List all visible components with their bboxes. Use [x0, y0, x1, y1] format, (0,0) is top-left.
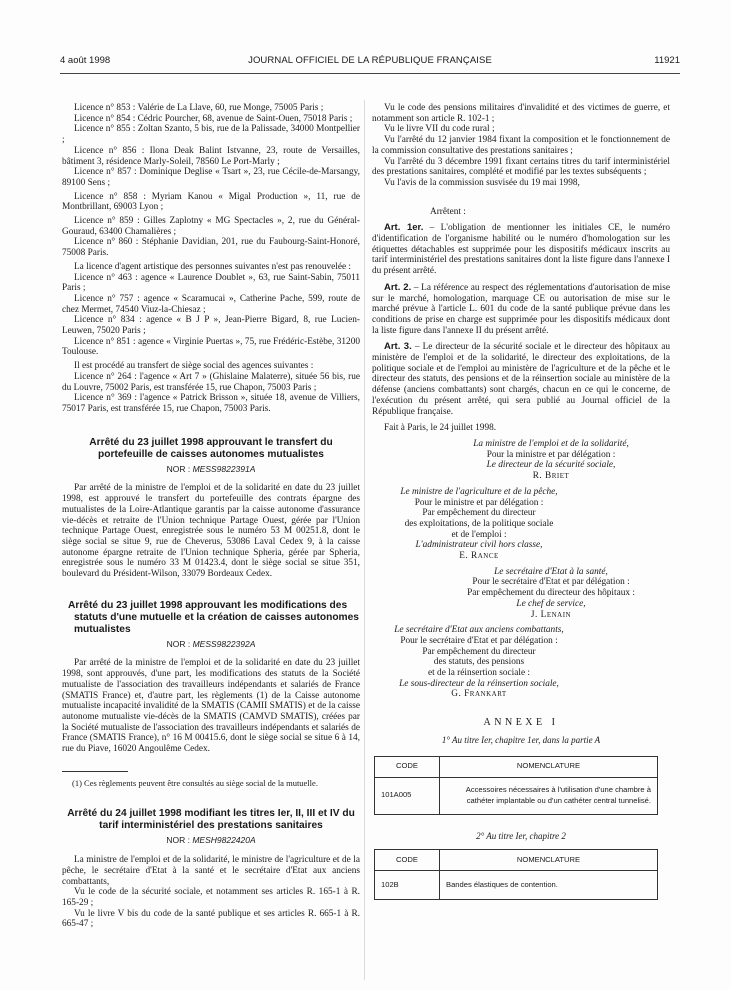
header-rule — [60, 73, 680, 74]
signatory-line: Pour la ministre et par délégation : — [486, 449, 616, 460]
decree-tarif-modification — [62, 808, 360, 930]
signature-block-sante — [432, 567, 670, 621]
signature-block-agriculture — [368, 487, 590, 562]
licence-item: Licence n° 859 : Gilles Zaplotny « MG Spectacles », 2, rue du Général-Gouraud, 63400 Chamalières ; — [62, 216, 360, 237]
article-label: Art. 3. — [384, 341, 412, 353]
signatory-line: Par empêchement du directeur — [422, 646, 536, 657]
visa-item: Vu le livre VII du code rural ; — [384, 124, 495, 135]
annexe-1 — [372, 718, 670, 900]
transfer-item: Licence n° 369 : l'agence « Patrick Brisson », située 18, avenue de Villiers, 75017 Paris, est transférée 15, rue Chapon, 75003 Paris. — [62, 393, 360, 414]
page-header — [60, 55, 680, 69]
cell-nomenclature: Accessoires nécessaires à l'utilisation d'une chambre à cathéter implantable ou d'un cathéter central tunnelisé. — [440, 777, 658, 814]
visas-list — [372, 103, 670, 189]
signatory-title: La ministre de l'emploi et de la solidarité, — [473, 438, 629, 449]
signatory-line: et de l'emploi : — [451, 529, 507, 540]
signatory-line: Par empêchement du directeur des hôpitaux : — [467, 588, 635, 599]
nomenclature-table-1 — [374, 756, 658, 815]
nor-reference — [62, 639, 360, 650]
nor-reference — [62, 464, 360, 475]
signatory-role: Le chef de service, — [516, 598, 586, 609]
left-column — [62, 103, 360, 930]
licence-item: Licence n° 854 : Cédric Pourcher, 68, avenue de Saint-Ouen, 75018 Paris ; — [74, 113, 353, 124]
licence-item: Licence n° 463 : agence « Laurence Doublet », 63, rue Saint-Sabin, 75011 Paris ; — [62, 272, 360, 294]
signatory-name: E. Rance — [459, 551, 499, 562]
transfer-item: Licence n° 264 : l'agence « Art 7 » (Ghislaine Malaterre), située 56 bis, rue du Louvre, 75002 Paris, est transférée 15, rue Chapon, 75003 Paris ; — [62, 371, 360, 393]
signatory-role: L'administrateur civil hors classe, — [415, 540, 543, 551]
visa-item: Vu le code de la sécurité sociale, et notamment ses articles R. 165-1 à R. 165-29 ; — [62, 887, 360, 908]
table-header-row — [375, 850, 658, 871]
table-header-row — [375, 756, 658, 777]
article-3 — [372, 342, 670, 417]
licence-item: Licence n° 853 : Valérie de La Llave, 60, rue Monge, 75005 Paris ; — [74, 103, 324, 113]
footnote-rule — [62, 771, 128, 772]
cell-code: 102B — [375, 871, 440, 900]
signatory-name: G. Frankart — [451, 689, 507, 700]
nomenclature-table-2 — [374, 849, 658, 900]
signatory-line: Par empêchement du directeur — [422, 508, 536, 519]
column-header-code: CODE — [375, 850, 440, 871]
issue-date: 4 août 1998 — [60, 55, 111, 66]
signature-block-anciens-combattants — [368, 625, 590, 700]
decree-title: Arrêté du 23 juillet 1998 approuvant les modifications des statuts d'une mutuelle et la création de caisses autonomes mutualistes — [68, 599, 359, 635]
nor-label: NOR : — [166, 835, 190, 846]
nor-reference — [62, 835, 360, 846]
signatory-line: des exploitations, de la politique sociale — [404, 518, 554, 529]
visa-item: Vu l'avis de la commission susvisée du 19 mai 1998, — [384, 177, 580, 188]
visa-item: Vu l'arrêté du 12 janvier 1984 fixant la composition et le fonctionnement de la commission consultative des prestations sanitaires ; — [372, 135, 670, 156]
signatory-name: J. Lenain — [530, 609, 572, 620]
nor-code: MESH9822420A — [192, 835, 256, 846]
column-header-nomenclature: NOMENCLATURE — [440, 850, 658, 871]
decree-transfer-portfolio — [62, 437, 360, 580]
annexe-section-2: 2° Au titre Ier, chapitre 2 — [476, 830, 566, 841]
decree-statutes-modification — [62, 600, 360, 789]
licence-item: Licence n° 757 : agence « Scaramucai », Catherine Pache, 599, route de chez Mermet, 74540 Viuz-la-Chiesaz ; — [62, 293, 360, 315]
nor-code: MESS9822392A — [192, 638, 256, 649]
table-row — [375, 871, 658, 900]
visa-item: Vu l'arrêté du 3 décembre 1991 fixant certains titres du tarif interministériel des prestations sanitaires, complété et modifié par les textes subséquents ; — [372, 156, 670, 178]
column-divider — [364, 100, 365, 980]
article-label: Art. 1er. — [384, 222, 424, 234]
nor-label: NOR : — [166, 638, 191, 649]
article-2 — [372, 283, 670, 337]
signatory-line: et de la réinsertion sociale : — [428, 668, 530, 679]
column-header-nomenclature: NOMENCLATURE — [440, 756, 658, 777]
signatory-role: Le directeur de la sécurité sociale, — [486, 460, 616, 471]
licences-not-renewed-list — [62, 273, 360, 359]
article-label: Art. 2. — [384, 281, 412, 293]
article-text: – La référence au respect des réglementations d'autorisation de mise sur le marché, homologation, marquage CE ou autorisation de mise sur le marché prévue à l'article L. 601 du code de la santé publique prévue dans les conditions de prise en charge est supprimée pour les dispositifs médicaux dont la liste figure dans l'annexe II du présent arrêté. — [372, 282, 670, 336]
article-1 — [372, 223, 670, 277]
signatory-title: Le ministre de l'agriculture et de la pêche, — [400, 486, 558, 497]
visa-item: Vu le code des pensions militaires d'invalidité et des victimes de guerre, et notamment son article R. 102-1 ; — [372, 103, 670, 124]
licence-item: Licence n° 860 : Stéphanie Davidian, 201, rue du Faubourg-Saint-Honoré, 75008 Paris. — [62, 237, 360, 259]
signatory-title: Le secrétaire d'Etat aux anciens combattants, — [394, 625, 564, 636]
licences-renewed-list — [62, 103, 360, 259]
footnote: (1) Ces règlements peuvent être consultés au siège social de la mutuelle. — [72, 777, 318, 788]
decree-body: Par arrêté de la ministre de l'emploi et de la solidarité en date du 23 juillet 1998, sont approuvés, d'une part, les modifications des statuts de la Société mutualiste de l'association des travailleurs indépendants et salariés de France (SMATIS France) et, d'autre part, les règlements (1) de la Caisse autonome mutualiste incapacité invalidité de la SMATIS (CAMII SMATIS) et de la caisse autonome mutualiste vie-décès de la SMATIS (CAMVD SMATIS), créées par la Société mutualiste de l'association des travailleurs indépendants et salariés de France (SMATIS France), n° 16 M 00415.6, dont le siège social se situe 6 à 14, rue du Piave, 16020 Angoulême Cedex. — [62, 658, 360, 755]
signature-block-emploi — [432, 439, 670, 482]
decree-title: Arrêté du 23 juillet 1998 approuvant le transfert du portefeuille de caisses autonomes mutualistes — [89, 436, 333, 460]
licence-item: Licence n° 851 : agence « Virginie Puertas », 75, rue Frédéric-Estèbe, 31200 Toulouse. — [62, 336, 360, 358]
signatory-title: Le secrétaire d'Etat à la santé, — [494, 566, 608, 577]
table-row — [375, 777, 658, 814]
signatory-line: Pour le ministre et par délégation : — [414, 497, 544, 508]
licence-item: Licence n° 834 : agence « B J P », Jean-Pierre Bigard, 8, rue Lucien-Leuwen, 75020 Paris ; — [62, 315, 360, 337]
signatory-name: R. Briet — [532, 471, 570, 482]
decree-title: Arrêté du 24 juillet 1998 modifiant les titres Ier, II, III et IV du tarif interministériel des prestations sanitaires — [67, 808, 355, 832]
article-text: – L'obligation de mentionner les initiales CE, le numéro d'identification de l'organisme habilité ou le numéro d'homologation sur les étiquettes détachables est supprimée pour les dispositifs médicaux inscrits au tarif interministériel des prestations sanitaires dont la liste figure dans l'annexe I du présent arrêté. — [372, 223, 670, 277]
licence-item: Licence n° 855 : Zoltan Szanto, 5 bis, rue de la Palissade, 34000 Montpellier ; — [62, 124, 360, 146]
signatory-line: Pour le secrétaire d'Etat et par délégation : — [472, 577, 630, 588]
nor-code: MESS9822391A — [192, 463, 256, 474]
licence-item: Licence n° 857 : Dominique Deglise « Tsart », 23, rue Cécile-de-Marsangy, 89100 Sens ; — [62, 167, 360, 188]
visa-item: Vu le livre V bis du code de la santé publique et ses articles R. 665-1 à R. 665-47 ; — [62, 908, 360, 930]
right-column — [372, 103, 670, 900]
annexe-title: ANNEXE I — [483, 717, 559, 729]
licence-item: Licence n° 856 : Ilona Deak Balint Istvanne, 23, route de Versailles, bâtiment 3, résidence Marly-Soleil, 78560 Le Port-Marly ; — [62, 145, 360, 167]
transfer-intro: Il est procédé au transfert de siège social des agences suivantes : — [74, 361, 314, 372]
cell-code: 101A005 — [375, 777, 440, 814]
article-text: – Le directeur de la sécurité sociale et le directeur des hôpitaux au ministère de l'emploi et de la solidarité, le directeur des exploitations, de la politique sociale et de l'emploi au ministère de l'agriculture et de la pêche et le directeur des statuts, des pensions et de la réinsertion sociale au ministère de la défense (anciens combattants) sont chargés, chacun en ce qui le concerne, de l'exécution du présent arrêté, qui sera publié au Journal officiel de la République française. — [372, 342, 670, 417]
decree-body: Par arrêté de la ministre de l'emploi et de la solidarité en date du 23 juillet 1998, est approuvé le transfert du portefeuille des contrats épargne des mutualistes de la Loire-Atlantique garantis par la caisse autonome d'assurance vie-décès et retraite de l'Union technique Partage Ouest, gérée par l'Union technique Partage Ouest, enregistrée sous le numéro 53 M 00251.8, dont le siège social se situe 9, rue de Cheverus, 53086 Laval Cedex 9, à la caisse autonome épargne retraite de l'Union technique Spheria, gérée par Spheria, enregistrée sous le numéro 33 M 01423.4, dont le siège social se situe 351, boulevard du Président-Wilson, 33079 Bordeaux Cedex. — [62, 483, 360, 580]
nor-label: NOR : — [166, 463, 191, 474]
cell-nomenclature: Bandes élastiques de contention. — [440, 871, 658, 900]
decree-preamble: La ministre de l'emploi et de la solidarité, le ministre de l'agriculture et de la pêche, le secrétaire d'Etat à la santé et le secrétaire d'Etat aux anciens combattants, — [62, 855, 360, 887]
journal-title: JOURNAL OFFICIEL DE LA RÉPUBLIQUE FRANÇAISE — [248, 55, 492, 66]
signatory-line: Pour le secrétaire d'Etat et par délégation : — [400, 635, 558, 646]
column-header-code: CODE — [375, 756, 440, 777]
signatory-role: Le sous-directeur de la réinsertion sociale, — [399, 678, 559, 689]
signatory-line: des statuts, des pensions — [433, 657, 525, 668]
arretent-heading: Arrêtent : — [430, 206, 466, 217]
page-number: 11921 — [654, 55, 680, 66]
not-renewed-intro: La licence d'agent artistique des personnes suivantes n'est pas renouvelée : — [74, 261, 351, 272]
done-at: Fait à Paris, le 24 juillet 1998. — [384, 423, 497, 434]
annexe-section-1: 1° Au titre Ier, chapitre 1er, dans la partie A — [441, 734, 601, 745]
licence-item: Licence n° 858 : Myriam Kanou « Migal Production », 11, rue de Montbrillant, 69003 Lyon ; — [62, 191, 360, 213]
